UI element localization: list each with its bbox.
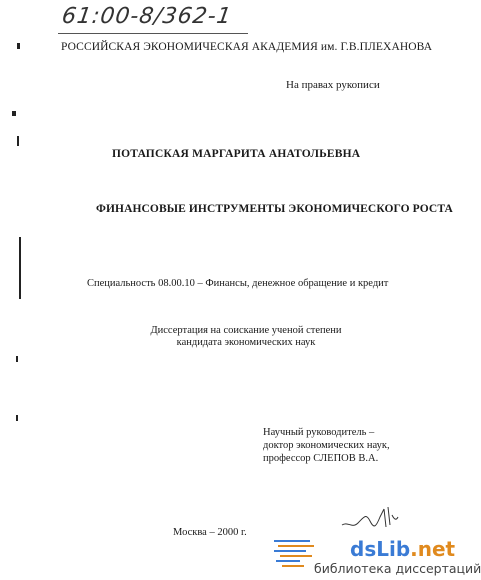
dslib-brand: [350, 537, 455, 561]
dslib-tagline: библиотека диссертаций: [314, 561, 481, 576]
degree-statement: [126, 325, 366, 349]
signature-scribble-icon: [340, 503, 400, 533]
archive-number-handwritten: 61:00-8/362-1: [60, 4, 234, 29]
manuscript-rights-note: На правах рукописи: [286, 79, 380, 91]
dslib-brand-part1: dsLib: [350, 537, 411, 561]
supervisor-line-3: профессор СЛЕПОВ В.А.: [263, 453, 379, 464]
supervisor-line-2: доктор экономических наук,: [263, 440, 390, 451]
dslib-brand-part2: .net: [410, 537, 456, 561]
degree-line-1: Диссертация на соискание ученой степени: [150, 325, 342, 336]
supervisor-line-1: Научный руководитель –: [263, 427, 375, 438]
author-name: ПОТАПСКАЯ МАРГАРИТА АНАТОЛЬЕВНА: [112, 148, 361, 160]
specialty-line: Специальность 08.00.10 – Финансы, денежное обращение и кредит: [87, 278, 389, 289]
city-year: Москва – 2000 г.: [173, 527, 247, 538]
scan-edge-mark: [17, 136, 19, 146]
supervisor-block: [263, 426, 390, 465]
scan-edge-mark: [17, 43, 20, 49]
archive-number-underline: [58, 33, 248, 34]
scan-edge-mark: [16, 415, 18, 421]
scan-edge-mark: [19, 237, 21, 299]
degree-line-2: кандидата экономических наук: [176, 337, 316, 348]
dslib-watermark[interactable]: [268, 535, 481, 580]
scan-edge-mark: [16, 356, 18, 362]
dissertation-title: ФИНАНСОВЫЕ ИНСТРУМЕНТЫ ЭКОНОМИЧЕСКОГО РОСТА: [96, 203, 453, 215]
scan-edge-mark: [12, 111, 16, 116]
academy-name: РОССИЙСКАЯ ЭКОНОМИЧЕСКАЯ АКАДЕМИЯ им. Г.В.ПЛЕХАНОВА: [61, 41, 433, 53]
